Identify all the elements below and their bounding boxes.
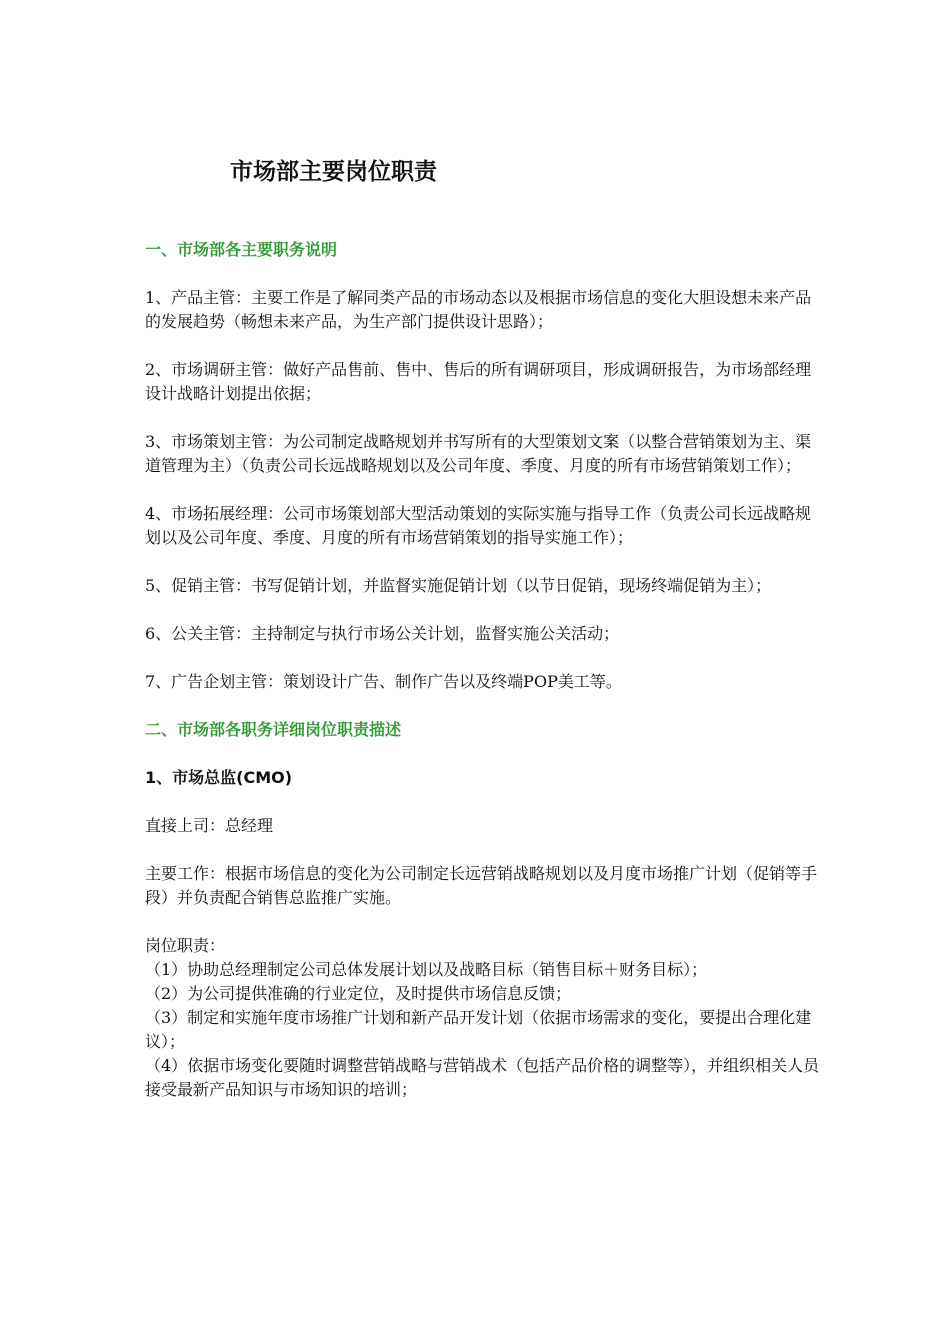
main-work: 主要工作：根据市场信息的变化为公司制定长远营销战略规划以及月度市场推广计划（促销等手段）并负责配合销售总监推广实施。 bbox=[145, 864, 818, 907]
page-title: 市场部主要岗位职责 bbox=[230, 159, 437, 185]
duty-item: （3）制定和实施年度市场推广计划和新产品开发计划（依据市场需求的变化，要提出合理化建议）； bbox=[145, 1008, 812, 1051]
subsection-heading-cmo: 1、市场总监(CMO) bbox=[145, 768, 293, 787]
section-heading-1: 一、市场部各主要职务说明 bbox=[145, 240, 338, 259]
duties-block bbox=[145, 934, 825, 1102]
list-item: 7、广告企划主管：策划设计广告、制作广告以及终端POP美工等。 bbox=[145, 672, 622, 691]
duty-item: （2）为公司提供准确的行业定位，及时提供市场信息反馈； bbox=[145, 984, 572, 1003]
duty-item: （1）协助总经理制定公司总体发展计划以及战略目标（销售目标＋财务目标）； bbox=[145, 960, 708, 979]
section-heading-2: 二、市场部各职务详细岗位职责描述 bbox=[145, 720, 402, 739]
duty-item: （4）依据市场变化要随时调整营销战略与营销战术（包括产品价格的调整等），并组织相关人员接受最新产品知识与市场知识的培训； bbox=[145, 1056, 820, 1099]
direct-superior: 直接上司：总经理 bbox=[145, 816, 274, 835]
list-item: 6、公关主管：主持制定与执行市场公关计划，监督实施公关活动； bbox=[145, 624, 620, 643]
list-item: 1、产品主管：主要工作是了解同类产品的市场动态以及根据市场信息的变化大胆设想未来产品的发展趋势（畅想未来产品，为生产部门提供设计思路）； bbox=[145, 288, 812, 331]
list-item: 2、市场调研主管：做好产品售前、售中、售后的所有调研项目，形成调研报告，为市场部经理设计战略计划提出依据； bbox=[145, 360, 812, 403]
list-item: 5、促销主管：书写促销计划，并监督实施促销计划（以节日促销，现场终端促销为主）； bbox=[145, 576, 772, 595]
list-item: 4、市场拓展经理：公司市场策划部大型活动策划的实际实施与指导工作（负责公司长远战略规划以及公司年度、季度、月度的所有市场营销策划的指导实施工作）； bbox=[145, 504, 812, 547]
document-body bbox=[145, 238, 825, 1102]
duties-label: 岗位职责： bbox=[145, 936, 226, 955]
list-item: 3、市场策划主管：为公司制定战略规划并书写所有的大型策划文案（以整合营销策划为主、渠道管理为主）（负责公司长远战略规划以及公司年度、季度、月度的所有市场营销策划工作）； bbox=[145, 432, 812, 475]
